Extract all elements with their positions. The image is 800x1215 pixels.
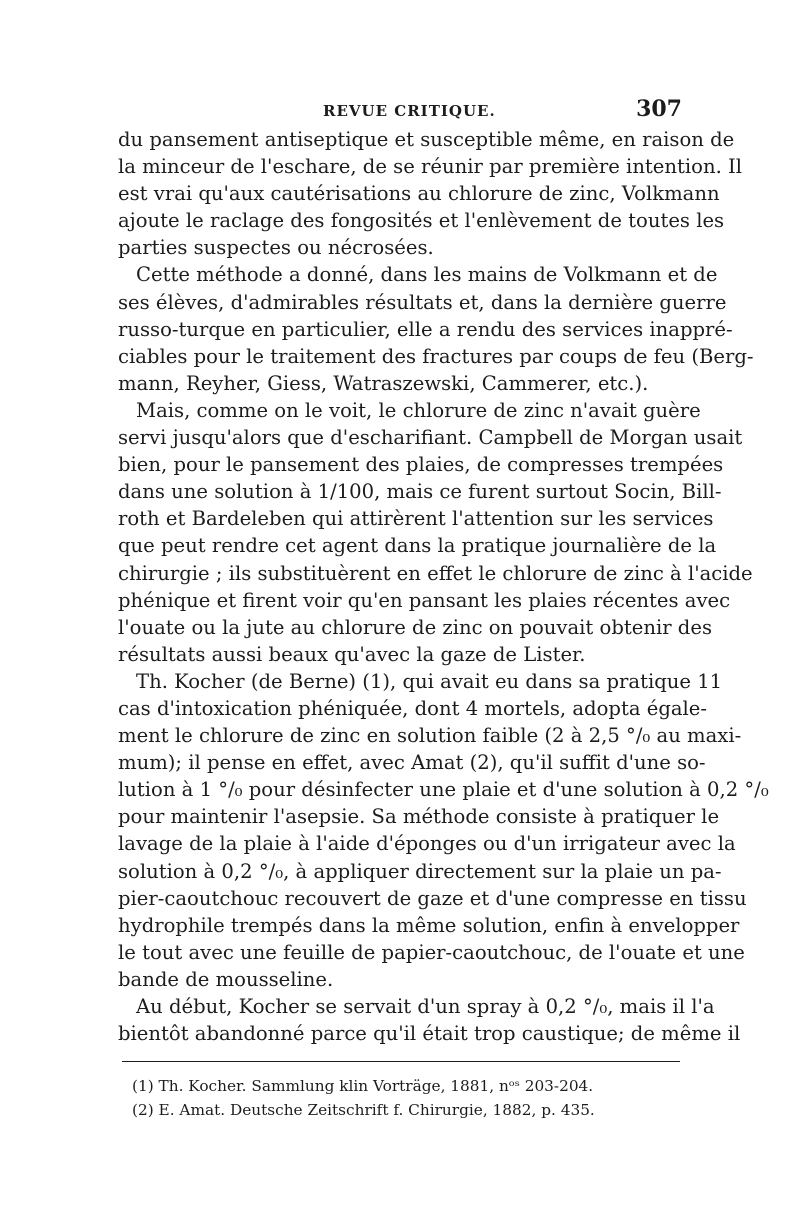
text-line: Cette méthode a donné, dans les mains de Volkmann et de xyxy=(136,263,718,287)
body-text xyxy=(118,126,769,1047)
text-line: résultats aussi beaux qu'avec la gaze de Lister. xyxy=(118,642,586,666)
text-line: lution à 1 °/₀ pour désinfecter une plaie et d'une solution à 0,2 °/₀ xyxy=(118,778,769,802)
text-line: servi jusqu'alors que d'escharifiant. Campbell de Morgan usait xyxy=(118,426,743,450)
text-line: mum); il pense en effet, avec Amat (2), qu'il suffit d'une so- xyxy=(118,751,706,775)
text-line: lavage de la plaie à l'aide d'éponges ou d'un irrigateur avec la xyxy=(118,832,736,856)
text-line: solution à 0,2 °/₀, à appliquer directement sur la plaie un pa- xyxy=(118,859,722,883)
running-head: REVUE CRITIQUE. xyxy=(323,102,496,120)
footnotes xyxy=(118,1074,684,1122)
text-line: russo-turque en particulier, elle a rendu des services inappré- xyxy=(118,317,733,341)
text-line: la minceur de l'eschare, de se réunir par première intention. Il xyxy=(118,155,743,179)
text-line: le tout avec une feuille de papier-caoutchouc, de l'ouate et une xyxy=(118,940,745,964)
footnote-divider xyxy=(122,1061,680,1062)
page-number: 307 xyxy=(636,96,682,122)
text-line: ment le chlorure de zinc en solution faible (2 à 2,5 °/₀ au maxi- xyxy=(118,724,742,748)
text-line: bien, pour le pansement des plaies, de compresses trempées xyxy=(118,453,724,477)
text-line: cas d'intoxication phéniquée, dont 4 mortels, adopta égale- xyxy=(118,696,708,720)
text-line: l'ouate ou la jute au chlorure de zinc on pouvait obtenir des xyxy=(118,615,713,639)
text-line: que peut rendre cet agent dans la pratique journalière de la xyxy=(118,534,717,558)
text-line: ajoute le raclage des fongosités et l'enlèvement de toutes les xyxy=(118,209,725,233)
text-line: phénique et firent voir qu'en pansant les plaies récentes avec xyxy=(118,588,731,612)
text-line: bientôt abandonné parce qu'il était trop caustique; de même il xyxy=(118,1022,741,1046)
book-page xyxy=(118,96,769,1122)
text-line: dans une solution à 1/100, mais ce furent surtout Socin, Bill- xyxy=(118,480,722,504)
text-line: est vrai qu'aux cautérisations au chlorure de zinc, Volkmann xyxy=(118,182,720,206)
text-line: hydrophile trempés dans la même solution, enfin à envelopper xyxy=(118,913,740,937)
text-line: Th. Kocher (de Berne) (1), qui avait eu dans sa pratique 11 xyxy=(136,669,723,693)
page-header xyxy=(118,96,684,126)
footnote-1: (1) Th. Kocher. Sammlung klin Vorträge, 1881, nᵒˢ 203-204. xyxy=(132,1077,594,1096)
footnote-2: (2) E. Amat. Deutsche Zeitschrift f. Chirurgie, 1882, p. 435. xyxy=(132,1101,595,1120)
text-line: chirurgie ; ils substituèrent en effet le chlorure de zinc à l'acide xyxy=(118,561,753,585)
text-line: bande de mousseline. xyxy=(118,967,334,991)
text-line: roth et Bardeleben qui attirèrent l'attention sur les services xyxy=(118,507,714,531)
text-line: pour maintenir l'asepsie. Sa méthode consiste à pratiquer le xyxy=(118,805,720,829)
text-line: du pansement antiseptique et susceptible même, en raison de xyxy=(118,128,735,151)
text-line: parties suspectes ou nécrosées. xyxy=(118,236,434,260)
text-line: Au début, Kocher se servait d'un spray à 0,2 °/₀, mais il l'a xyxy=(136,995,715,1018)
text-line: Mais, comme on le voit, le chlorure de zinc n'avait guère xyxy=(136,398,701,422)
text-line: mann, Reyher, Giess, Watraszewski, Cammerer, etc.). xyxy=(118,371,649,395)
text-line: pier-caoutchouc recouvert de gaze et d'une compresse en tissu xyxy=(118,886,747,910)
text-line: ciables pour le traitement des fractures par coups de feu (Berg- xyxy=(118,344,754,368)
text-line: ses élèves, d'admirables résultats et, dans la dernière guerre xyxy=(118,290,727,314)
